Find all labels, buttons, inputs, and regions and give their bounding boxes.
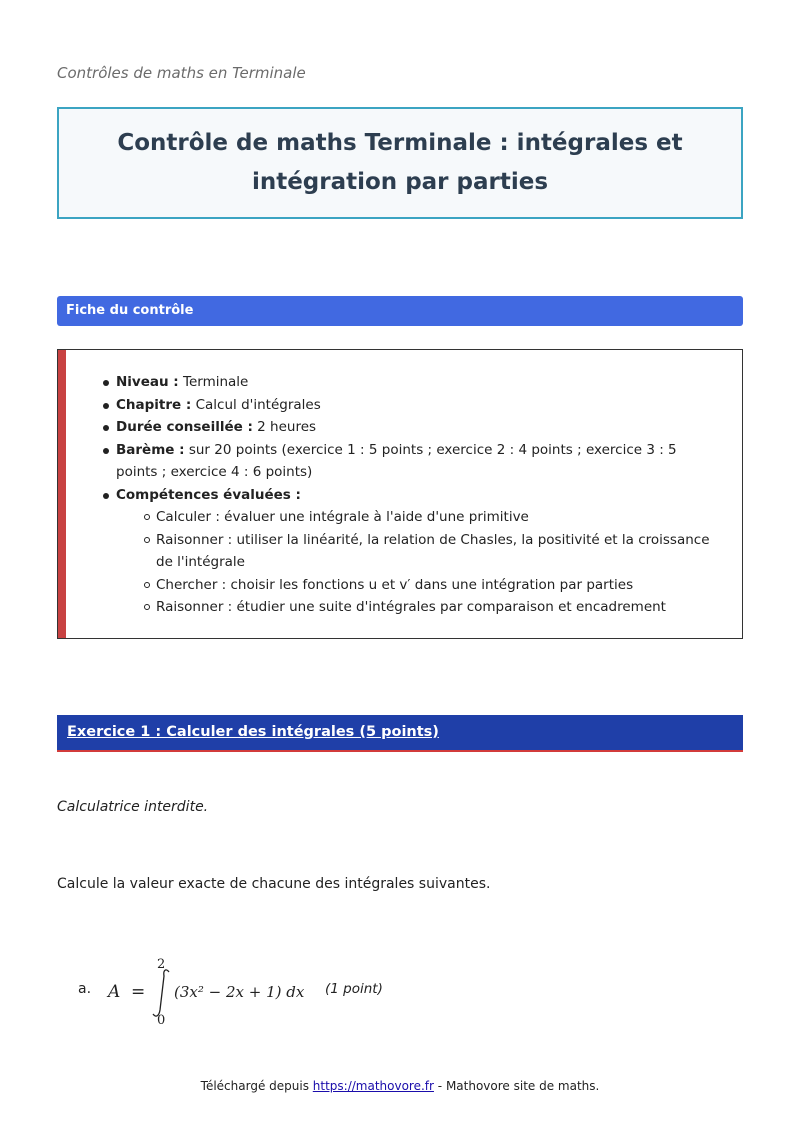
- page-title: Contrôle de maths Terminale : intégrales et intégration par parties: [117, 130, 683, 195]
- competence-item: Raisonner : étudier une suite d'intégrales par comparaison et encadrement: [156, 596, 716, 619]
- footer-link[interactable]: https://mathovore.fr: [312, 1079, 434, 1093]
- fiche-box: [57, 349, 743, 639]
- fiche-heading: Fiche du contrôle: [57, 296, 743, 326]
- footer-suffix: - Mathovore site de maths.: [437, 1079, 600, 1093]
- fiche-item-value: sur 20 points (exercice 1 : 5 points ; exercice 2 : 4 points ; exercice 3 : 5 points ; exercice 4 : 6 points): [116, 441, 677, 480]
- page-footer: [0, 1079, 800, 1093]
- exercise-instruction: Calcule la valeur exacte de chacune des intégrales suivantes.: [57, 876, 491, 892]
- integrand: (3x² − 2x + 1) dx: [174, 983, 305, 1001]
- question-a-points: (1 point): [325, 981, 383, 997]
- fiche-item-competences: [116, 484, 716, 619]
- page-header: Contrôles de maths en Terminale: [57, 64, 306, 82]
- fiche-list: [116, 371, 716, 619]
- formula-variable: A: [108, 982, 121, 1002]
- fiche-item-value: Calcul d'intégrales: [195, 396, 321, 413]
- fiche-item-label: Barème :: [116, 441, 185, 458]
- exercise-1-heading: [57, 715, 743, 752]
- title-box: [57, 107, 743, 219]
- fiche-item-bareme: [116, 439, 716, 484]
- competence-item: Chercher : choisir les fonctions u et v′ dans une intégration par parties: [156, 574, 716, 597]
- fiche-item-niveau: [116, 371, 716, 394]
- fiche-item-chapitre: [116, 394, 716, 417]
- formula-equals: =: [131, 982, 146, 1002]
- lower-bound: 0: [157, 1013, 166, 1028]
- fiche-item-value: 2 heures: [257, 419, 317, 435]
- fiche-item-label: Niveau :: [116, 374, 179, 390]
- question-a-label: a.: [78, 981, 92, 997]
- competence-item: Raisonner : utiliser la linéarité, la relation de Chasles, la positivité et la croissance de l'intégrale: [156, 529, 716, 574]
- fiche-item-label: Chapitre :: [116, 396, 192, 413]
- fiche-item-label: Compétences évaluées :: [116, 486, 301, 503]
- competences-list: [116, 506, 716, 619]
- competence-item: Calculer : évaluer une intégrale à l'aide d'une primitive: [156, 506, 716, 529]
- upper-bound: 2: [157, 957, 166, 972]
- exercise-1-title[interactable]: Exercice 1 : Calculer des intégrales (5 points): [67, 724, 439, 740]
- calculator-note: Calculatrice interdite.: [57, 799, 209, 815]
- footer-prefix: Téléchargé depuis: [200, 1079, 309, 1093]
- fiche-item-duree: [116, 416, 716, 439]
- fiche-accent-bar: [58, 350, 66, 638]
- fiche-item-value: Terminale: [183, 374, 249, 390]
- integral-sign-icon: [153, 970, 169, 1016]
- fiche-item-label: Durée conseillée :: [116, 419, 253, 435]
